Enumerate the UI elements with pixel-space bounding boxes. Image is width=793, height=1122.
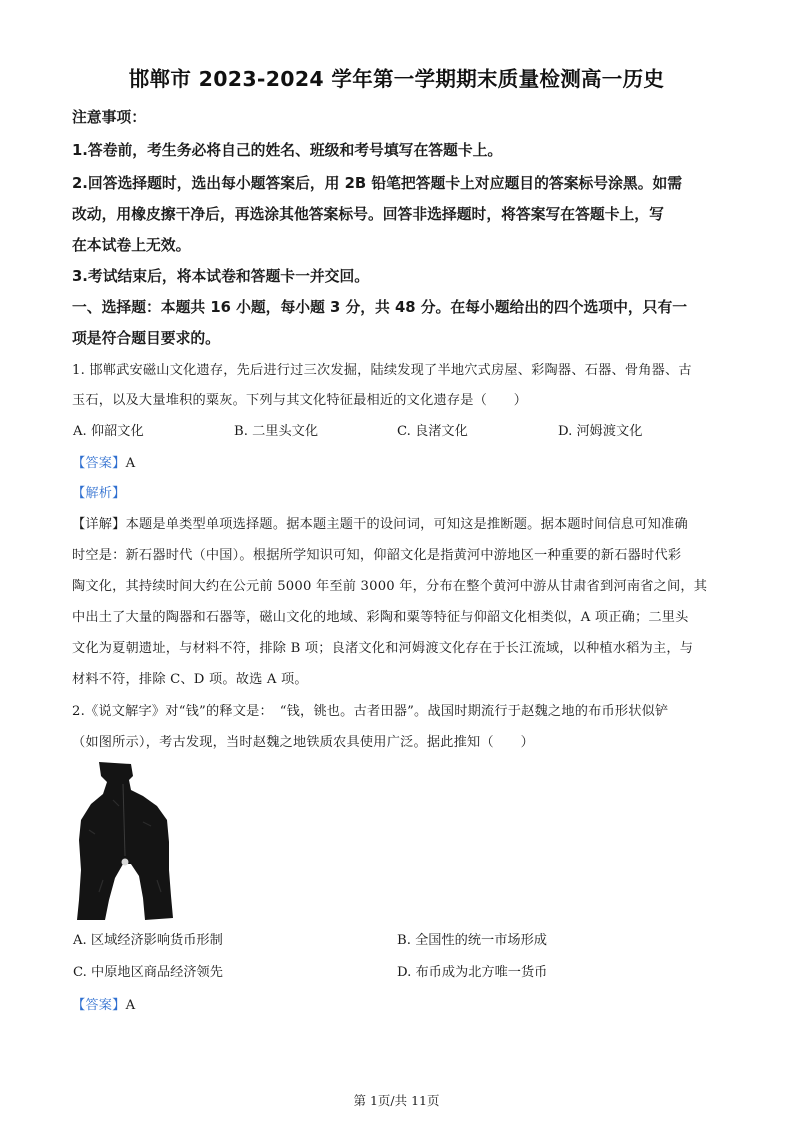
q2-answer <box>72 994 135 1013</box>
q2-option-a: A. 区域经济影响货币形制 <box>73 933 223 948</box>
q1-detail-line-5: 文化为夏朝遗址，与材料不符，排除 B 项；良渚文化和河姆渡文化存在于长江流域，以种植水稻为主，与 <box>72 641 694 656</box>
q1-detail-line-1 <box>72 513 688 532</box>
section-heading-line-2: 项是符合题目要求的。 <box>72 330 220 347</box>
page-title: 邯郸市 2023-2024 学年第一学期期末质量检测高一历史 <box>128 67 665 91</box>
q1-option-b: B. 二里头文化 <box>234 424 319 439</box>
notice-item-2-line-2: 改动，用橡皮擦干净后，再选涂其他答案标号。回答非选择题时，将答案写在答题卡上，写 <box>72 206 664 223</box>
q1-detail-line-3: 陶文化，其持续时间大约在公元前 5000 年至前 3000 年，分布在整个黄河中游从甘肃省到河南省之间，其 <box>72 579 708 594</box>
q1-detail-line-4: 中出土了大量的陶器和石器等，磁山文化的地域、彩陶和粟等特征与仰韶文化相类似，A 项正确；二里头 <box>72 610 689 625</box>
q2-option-c: C. 中原地区商品经济领先 <box>73 965 223 980</box>
answer-tag: 【答案】 <box>72 998 126 1013</box>
q2-option-d: D. 布币成为北方唯一货币 <box>397 965 548 980</box>
notice-item-2-line-1: 2.回答选择题时，选出每小题答案后，用 2B 铅笔把答题卡上对应题目的答案标号涂黑。如需 <box>72 175 683 192</box>
q2-stem-line-1: 2.《说文解字》对“钱”的释文是： “钱，铫也。古者田器”。战国时期流行于赵魏之地的布币形状似铲 <box>72 704 669 719</box>
q2-stem-line-2: （如图所示），考古发现，当时赵魏之地铁质农具使用广泛。据此推知（ ） <box>72 735 534 750</box>
answer-value: A <box>125 998 136 1013</box>
q1-option-d: D. 河姆渡文化 <box>558 424 643 439</box>
notice-item-1: 1.答卷前，考生务必将自己的姓名、班级和考号填写在答题卡上。 <box>72 142 503 159</box>
detail-text: 本题是单类型单项选择题。据本题主题干的设问词，可知这是推断题。据本题时间信息可知准确 <box>125 517 688 532</box>
section-heading-line-1: 一、选择题：本题共 16 小题，每小题 3 分，共 48 分。在每小题给出的四个选项中，只有一 <box>72 299 688 316</box>
q1-option-c: C. 良渚文化 <box>397 424 468 439</box>
q1-stem-line-2: 玉石，以及大量堆积的粟灰。下列与其文化特征最相近的文化遗存是（ ） <box>72 393 528 408</box>
q1-answer <box>72 452 135 471</box>
q1-detail-line-2: 时空是：新石器时代（中国）。根据所学知识可知，仰韶文化是指黄河中游地区一种重要的新石器时代彩 <box>72 548 682 563</box>
q2-option-b: B. 全国性的统一市场形成 <box>397 933 547 948</box>
notice-item-2-line-3: 在本试卷上无效。 <box>72 237 191 254</box>
notice-item-3: 3.考试结束后，将本试卷和答题卡一并交回。 <box>72 268 370 285</box>
q1-stem-line-1: 1. 邯郸武安磁山文化遗存，先后进行过三次发掘，陆续发现了半地穴式房屋、彩陶器、石器、骨角器、古 <box>72 363 692 378</box>
answer-value: A <box>125 456 136 471</box>
q1-option-a: A. 仰韶文化 <box>73 424 144 439</box>
spade-coin-image <box>73 760 185 922</box>
analysis-tag: 【解析】 <box>72 486 126 501</box>
page-number: 第 1页/共 11页 <box>353 1093 440 1108</box>
q1-detail-line-6: 材料不符，排除 C、D 项。故选 A 项。 <box>72 672 308 687</box>
detail-tag: 【详解】 <box>72 517 126 532</box>
answer-tag: 【答案】 <box>72 456 126 471</box>
spade-coin-hole <box>122 859 129 866</box>
notice-heading: 注意事项： <box>72 109 146 126</box>
q1-analysis <box>72 482 126 501</box>
